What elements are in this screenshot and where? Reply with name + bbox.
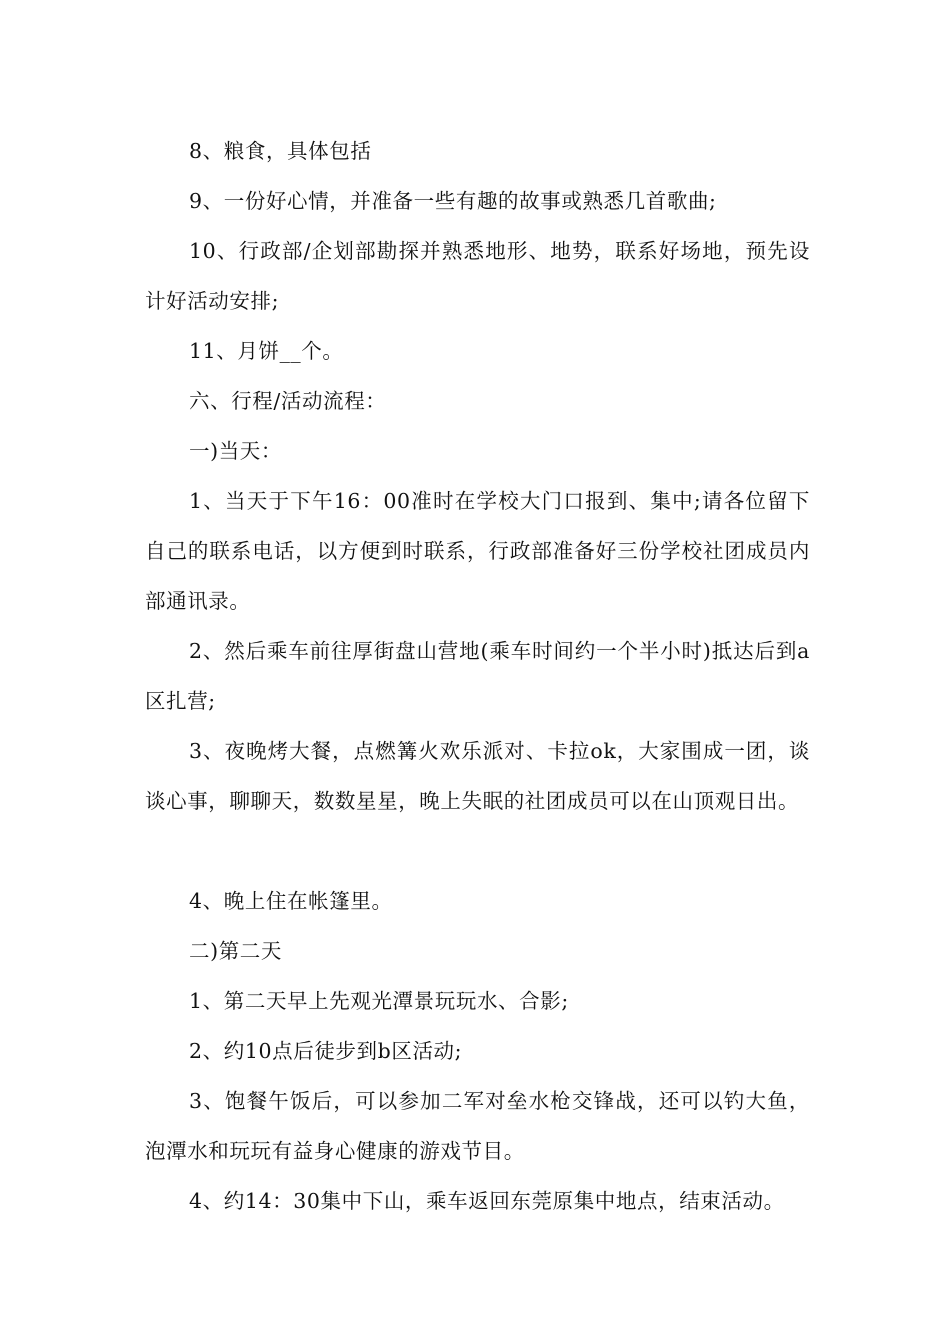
paragraph-day1-step-2: 2、然后乘车前往厚街盘山营地(乘车时间约一个半小时)抵达后到a区扎营; — [145, 639, 810, 713]
paragraph-item-8-food: 8、粮食，具体包括 — [189, 139, 372, 163]
paragraph-day2-step-2: 2、约10点后徒步到b区活动; — [189, 1039, 463, 1063]
section-heading-schedule: 六、行程/活动流程： — [189, 389, 387, 413]
subheading-day-one: 一)当天： — [189, 439, 282, 463]
paragraph-item-10-survey: 10、行政部/企划部勘探并熟悉地形、地势，联系好场地，预先设计好活动安排; — [145, 239, 810, 313]
paragraph-item-11-mooncake: 11、月饼__个。 — [189, 339, 344, 363]
paragraph-day1-step-4: 4、晚上住在帐篷里。 — [189, 889, 393, 913]
paragraph-item-9-mood: 9、一份好心情，并准备一些有趣的故事或熟悉几首歌曲; — [189, 189, 717, 213]
subheading-day-two: 二)第二天 — [189, 939, 282, 963]
paragraph-day1-step-1: 1、当天于下午16：00准时在学校大门口报到、集中;请各位留下自己的联系电话，以方便到时联系，行政部准备好三份学校社团成员内部通讯录。 — [145, 489, 810, 613]
paragraph-day2-step-1: 1、第二天早上先观光潭景玩玩水、合影; — [189, 989, 569, 1013]
paragraph-day2-step-3: 3、饱餐午饭后，可以参加二军对垒水枪交锋战，还可以钓大鱼，泡潭水和玩玩有益身心健康的游戏节目。 — [145, 1089, 810, 1163]
paragraph-day1-step-3: 3、夜晚烤大餐，点燃篝火欢乐派对、卡拉ok，大家围成一团，谈谈心事，聊聊天，数数星星，晚上失眠的社团成员可以在山顶观日出。 — [145, 739, 810, 813]
paragraph-day2-step-4: 4、约14：30集中下山，乘车返回东莞原集中地点，结束活动。 — [189, 1189, 785, 1213]
